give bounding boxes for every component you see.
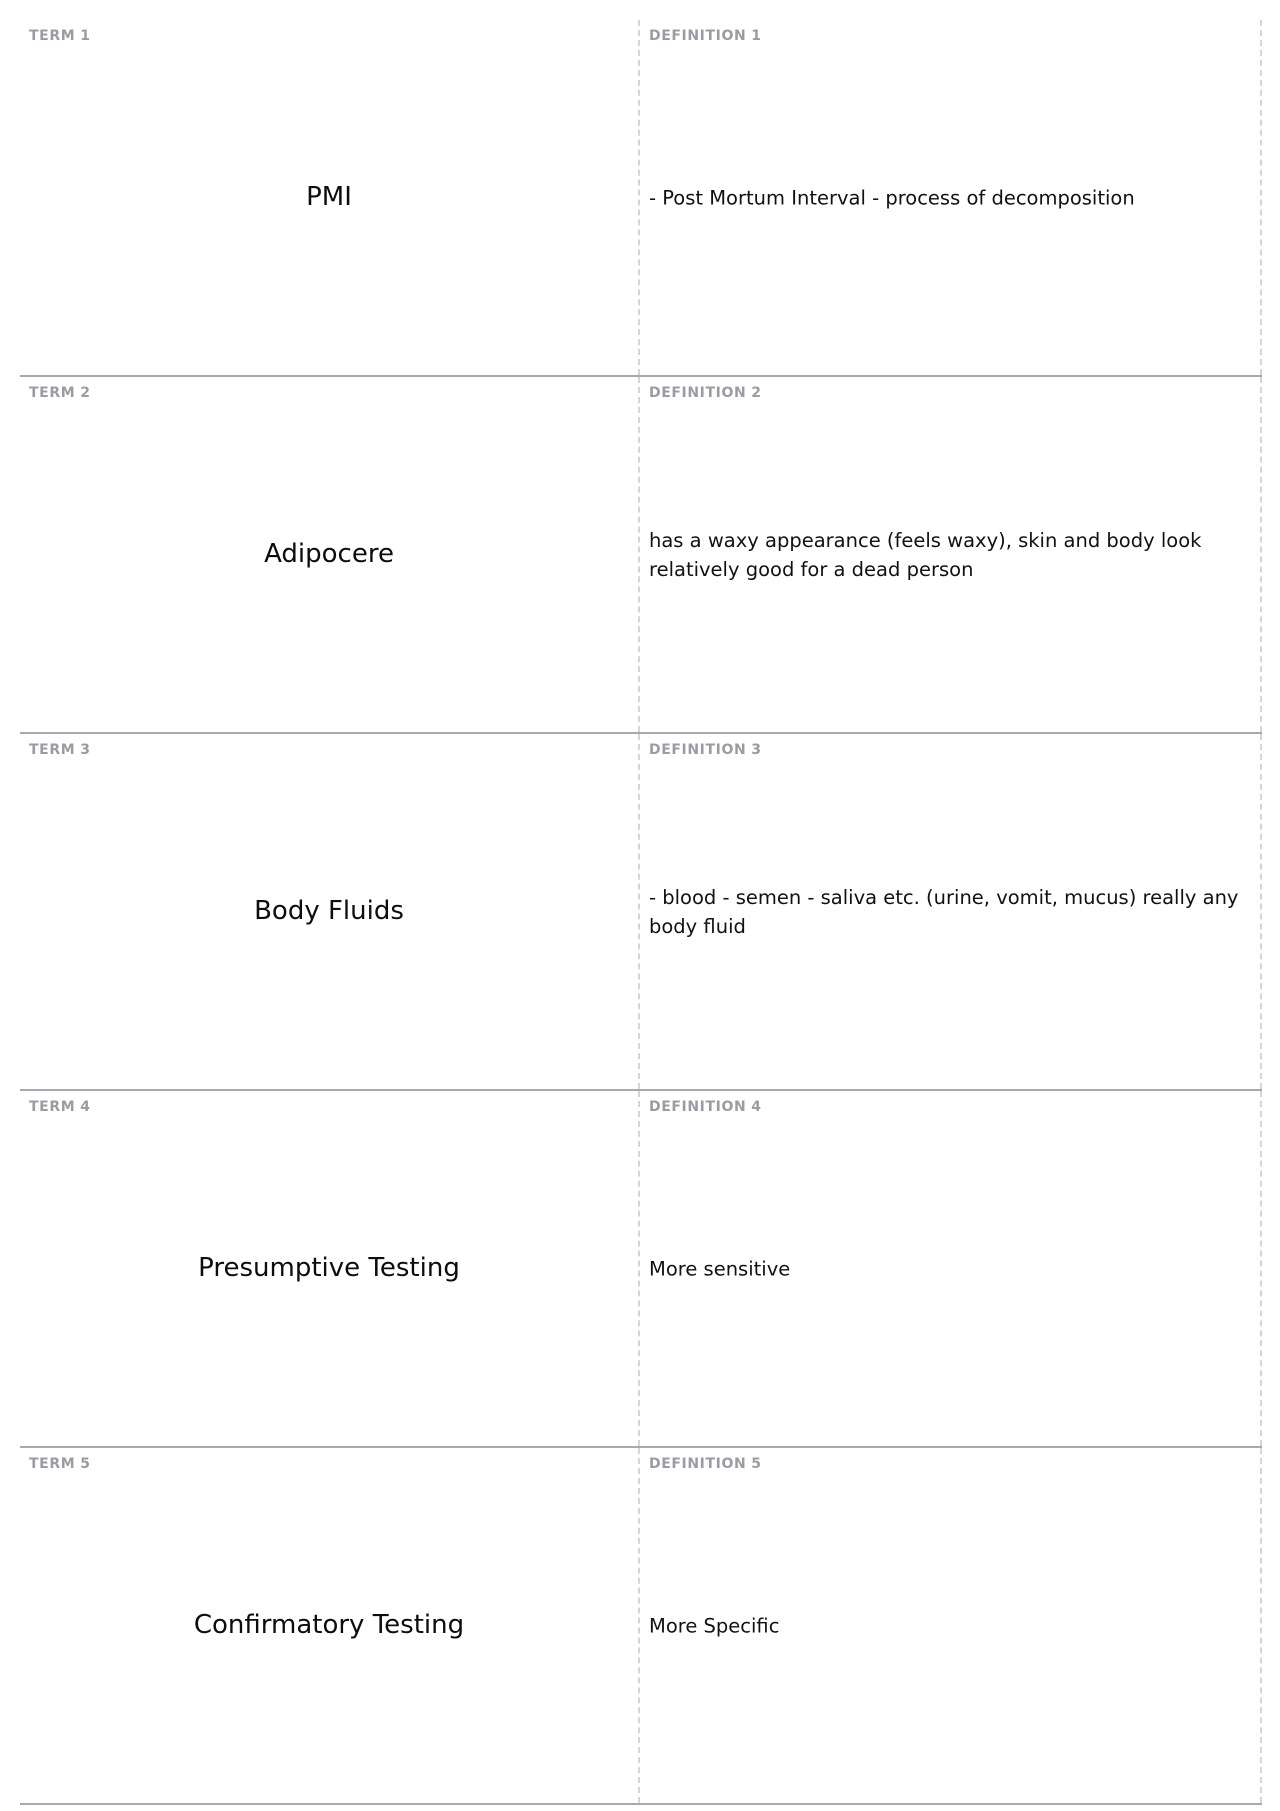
term-label <box>29 1456 91 1472</box>
term-cell <box>20 734 640 1089</box>
card-row <box>20 1448 1262 1805</box>
term-number: 3 <box>80 742 91 758</box>
definition-label-text: DEFINITION <box>649 1456 747 1472</box>
definition-cell <box>640 734 1262 1089</box>
definition-label <box>649 28 762 44</box>
definition-label-text: DEFINITION <box>649 742 747 758</box>
term-number: 5 <box>80 1456 91 1472</box>
term-label-text: TERM <box>29 385 76 401</box>
term-cell <box>20 1091 640 1446</box>
definition-number: 4 <box>751 1099 762 1115</box>
card-row <box>20 20 1262 377</box>
definition-text: More Specific <box>649 1614 780 1637</box>
definition-label <box>649 385 762 401</box>
term-label-text: TERM <box>29 28 76 44</box>
definition-label <box>649 742 762 758</box>
term-text: Confirmatory Testing <box>193 1609 465 1640</box>
definition-number: 5 <box>751 1456 762 1472</box>
term-text: Presumptive Testing <box>198 1252 460 1283</box>
definition-text: - blood - semen - saliva etc. (urine, vomit, mucus) really any body fluid <box>649 885 1239 938</box>
card-row <box>20 1091 1262 1448</box>
term-label <box>29 385 91 401</box>
definition-label-text: DEFINITION <box>649 28 747 44</box>
definition-cell <box>640 1091 1262 1446</box>
definition-text: has a waxy appearance (feels waxy), skin and body look relatively good for a dead person <box>649 528 1202 581</box>
card-row <box>20 377 1262 734</box>
definition-number: 3 <box>751 742 762 758</box>
term-text: Adipocere <box>264 538 394 569</box>
definition-number: 2 <box>751 385 762 401</box>
term-label-text: TERM <box>29 1099 76 1115</box>
definition-text: - Post Mortum Interval - process of decomposition <box>649 186 1135 209</box>
term-text: Body Fluids <box>254 895 404 926</box>
term-cell <box>20 1448 640 1803</box>
definition-cell <box>640 20 1262 375</box>
definition-cell <box>640 1448 1262 1803</box>
definition-label <box>649 1099 762 1115</box>
card-row <box>20 734 1262 1091</box>
definition-text: More sensitive <box>649 1257 791 1280</box>
definition-number: 1 <box>751 28 762 44</box>
definition-label-text: DEFINITION <box>649 385 747 401</box>
term-number: 1 <box>80 28 91 44</box>
definition-cell <box>640 377 1262 732</box>
definition-label-text: DEFINITION <box>649 1099 747 1115</box>
definition-label <box>649 1456 762 1472</box>
term-label <box>29 28 91 44</box>
term-label-text: TERM <box>29 742 76 758</box>
term-cell <box>20 20 640 375</box>
term-cell <box>20 377 640 732</box>
term-label <box>29 1099 91 1115</box>
term-number: 4 <box>80 1099 91 1115</box>
term-number: 2 <box>80 385 91 401</box>
term-label <box>29 742 91 758</box>
flashcard-sheet <box>20 20 1262 1805</box>
term-label-text: TERM <box>29 1456 76 1472</box>
term-text: PMI <box>306 181 352 212</box>
